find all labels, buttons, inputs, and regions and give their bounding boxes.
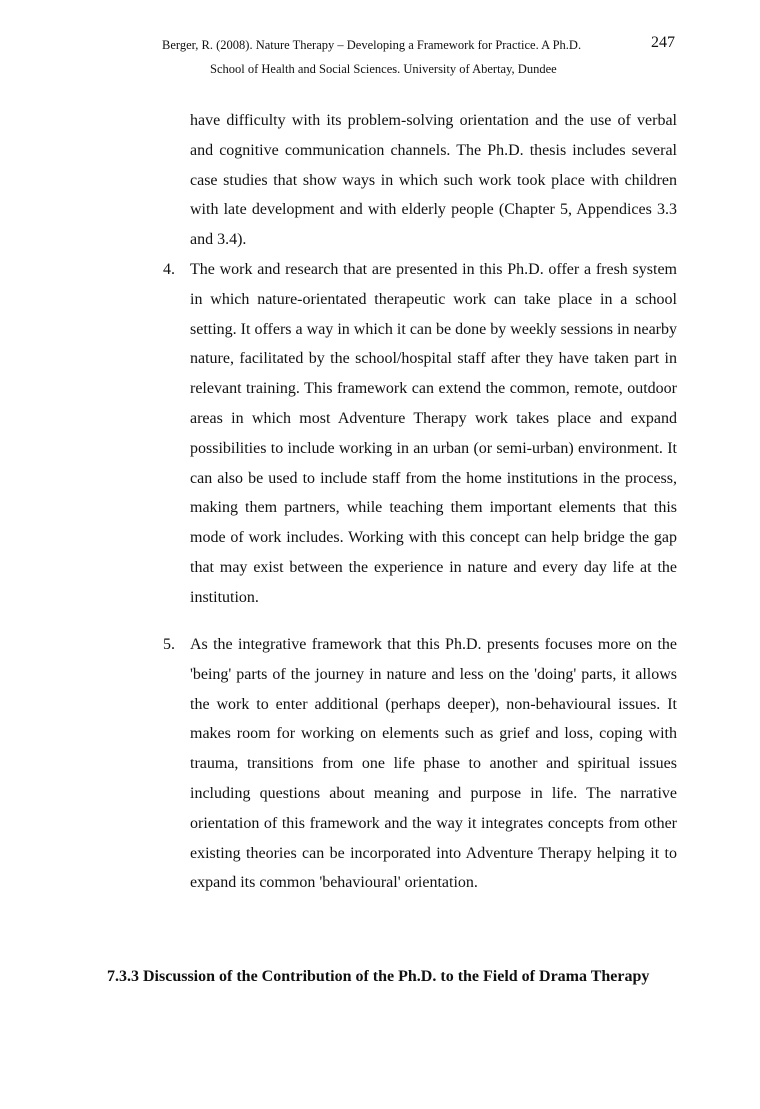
list-item-number: 4. [163, 261, 175, 278]
list-item-text: As the integrative framework that this Ph.D. presents focuses more on the 'being' parts of the journey in nature and less on the 'doing' parts, it allows the work to enter additional (perhaps deeper), non-behavioural issues. It makes room for working on elements such as grief and loss, coping with trauma, transitions from one life phase to another and spiritual issues including questions about meaning and purpose in life. The narrative orientation of this framework and the way it integrates concepts from other existing theories can be incorporated into Adventure Therapy helping it to expand its common 'behavioural' orientation. [190, 636, 677, 892]
citation-line-2: School of Health and Social Sciences. University of Abertay, Dundee [210, 62, 557, 76]
page-number: 247 [651, 34, 675, 51]
list-item-text: The work and research that are presented in this Ph.D. offer a fresh system in which nature-orientated therapeutic work can take place in a school setting. It offers a way in which it can be done by weekly sessions in nearby nature, facilitated by the school/hospital staff after they have taken part in relevant training. This framework can extend the common, remote, outdoor areas in which most Adventure Therapy work takes place and expand possibilities to include working in an urban (or semi-urban) environment. It can also be used to include staff from the home institutions in the process, making them partners, while teaching them important elements that this mode of work includes. Working with this concept can help bridge the gap that may exist between the experience in nature and every day life at the institution. [190, 261, 677, 606]
section-heading: 7.3.3 Discussion of the Contribution of the Ph.D. to the Field of Drama Therapy [107, 968, 650, 985]
list-item-number: 5. [163, 636, 175, 653]
continuation-paragraph: have difficulty with its problem-solving orientation and the use of verbal and cognitive communication channels. The Ph.D. thesis includes several case studies that show ways in which such work took place with children with late development and with elderly people (Chapter 5, Appendices 3.3 and 3.4). [190, 112, 677, 249]
citation-line-1: Berger, R. (2008). Nature Therapy – Developing a Framework for Practice. A Ph.D. [162, 38, 582, 52]
